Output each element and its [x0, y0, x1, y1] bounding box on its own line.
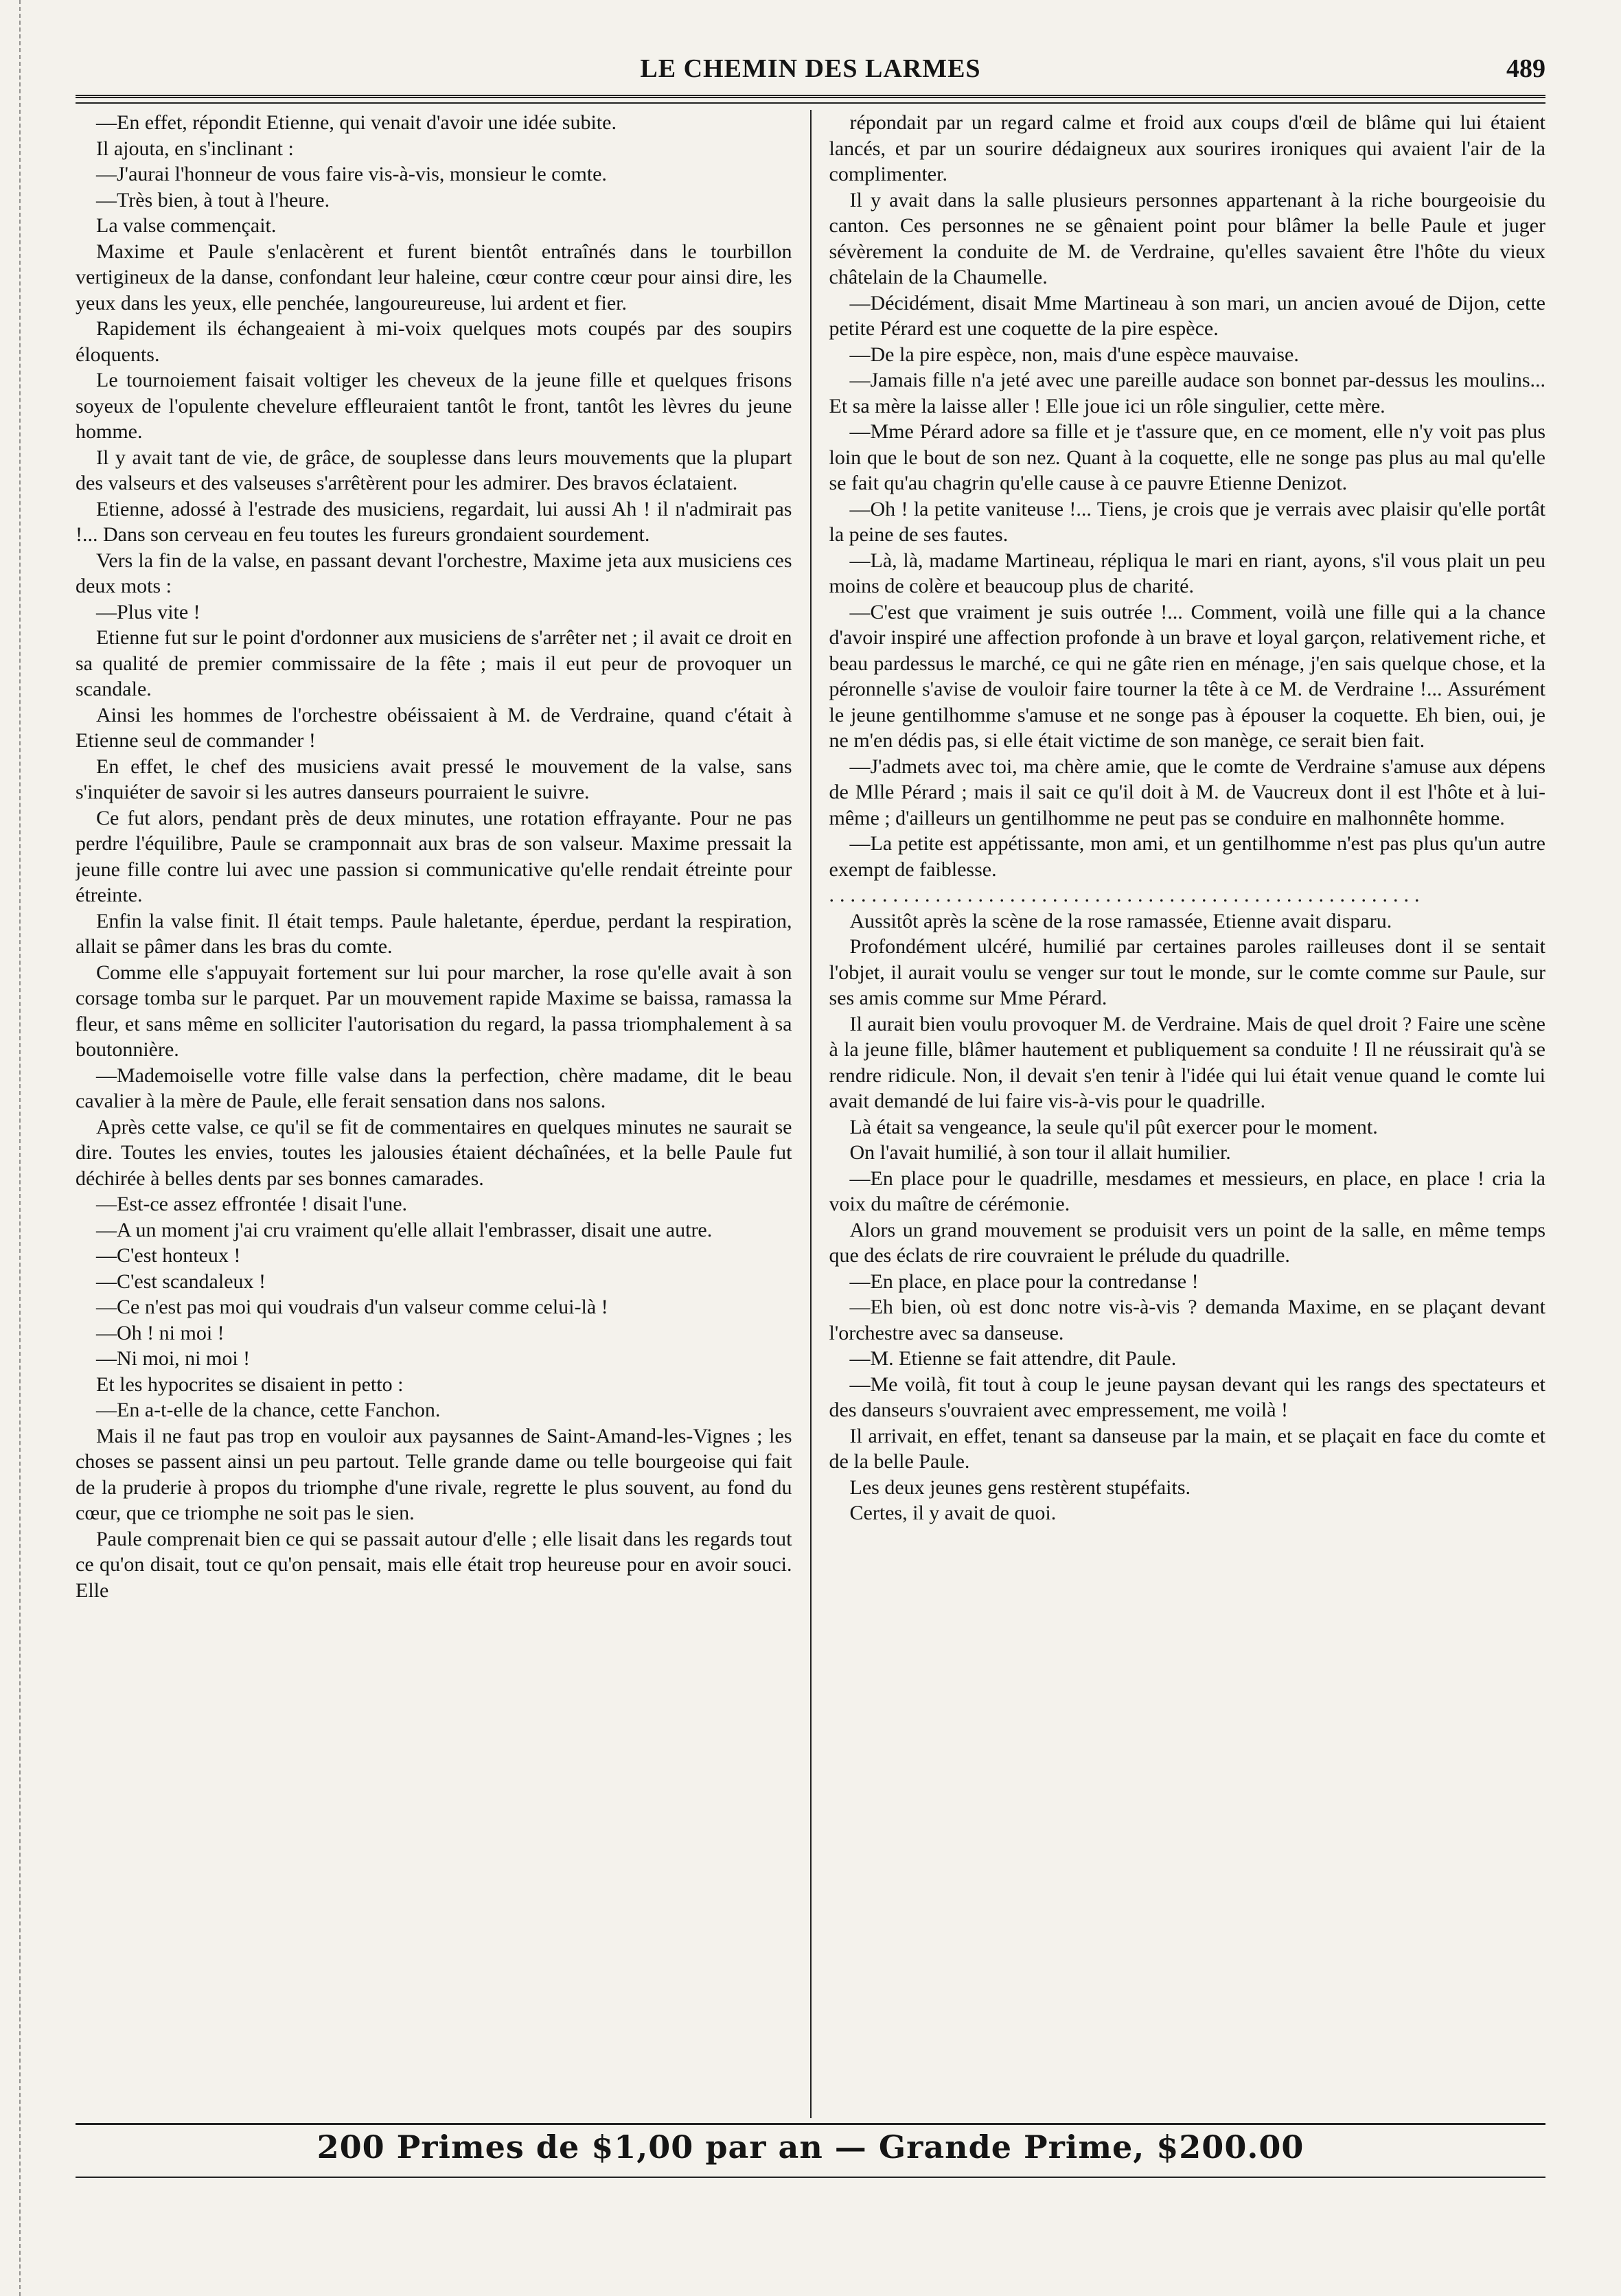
column-divider	[810, 110, 812, 2118]
paragraph: Alors un grand mouvement se produisit vers un point de la salle, en même temps que des éclats de rire couvraient le prélude du quadrille.	[829, 1218, 1545, 1267]
paragraph: Etienne fut sur le point d'ordonner aux musiciens de s'arrêter net ; il avait ce droit en sa qualité de premier commissaire de la fête ; mais il eut peur de provoquer un scandale.	[76, 626, 792, 700]
paragraph: —C'est scandaleux !	[96, 1270, 266, 1293]
paragraph: —C'est que vraiment je suis outrée !... Comment, voilà une fille qui a la chance d'avoir inspiré une affection profonde à un brave et loyal garçon, relativement riche, et beau pardessus le marché, ce qui ne gâte rien en ménage, j'en sais quelque chose, et la péronnelle s'avise de vouloir faire tourner la tête à ce M. de Verdraine !... Assurément le jeune gentilhomme s'amuse et ne songe pas à épouser la coquette. Eh bien, oui, je ne m'en dédis pas, si elle était victime de son manège, ce serait bien fait.	[829, 600, 1545, 752]
paragraph: Maxime et Paule s'enlacèrent et furent bientôt entraînés dans le tourbillon vertigineux de la danse, confondant leur haleine, cœur contre cœur pour ainsi dire, les yeux dans les yeux, elle penchée, langoureureuse, lui ardent et fier.	[76, 240, 792, 314]
paragraph: Etienne, adossé à l'estrade des musiciens, regardait, lui aussi Ah ! il n'admirait pas !... Dans son cerveau en feu toutes les fureurs grondaient sourdement.	[76, 497, 792, 546]
paragraph: Il y avait tant de vie, de grâce, de souplesse dans leurs mouvements que la plupart des valseurs et des valseuses s'arrêtèrent pour les admirer. Des bravos éclataient.	[76, 446, 792, 494]
paragraph: répondait par un regard calme et froid aux coups d'œil de blâme qui lui étaient lancés, et par un sourire dédaigneux aux sourires ironiques qui avaient l'air de la complimenter.	[829, 111, 1545, 185]
paragraph: —Plus vite !	[96, 600, 200, 623]
paragraph: —Oh ! la petite vaniteuse !... Tiens, je crois que je verrais avec plaisir qu'elle portât la peine de ses fautes.	[829, 497, 1545, 546]
paragraph: Enfin la valse finit. Il était temps. Paule haletante, éperdue, perdant la respiration, allait se pâmer dans les bras du comte.	[76, 909, 792, 958]
paragraph: Ce fut alors, pendant près de deux minutes, une rotation effrayante. Pour ne pas perdre l'équilibre, Paule se cramponnait aux bras de son valseur. Maxime pressait la jeune fille contre lui avec une passion si communicative qu'elle rendait étreinte pour étreinte.	[76, 806, 792, 906]
paragraph: Les deux jeunes gens restèrent stupéfaits.	[849, 1476, 1191, 1499]
right-column-part-b	[829, 908, 1546, 1526]
paragraph: Rapidement ils échangeaient à mi-voix quelques mots coupés par des soupirs éloquents.	[76, 317, 792, 366]
paragraph: —J'admets avec toi, ma chère amie, que le comte de Verdraine s'amuse aux dépens de Mlle Pérard ; mais il sait ce qu'il doit à M. de Vaucreux dont il est l'hôte et à lui-même ; d'ailleurs un gentilhomme ne peut pas se conduire en malhonnête homme.	[829, 755, 1545, 829]
page-title: LE CHEMIN DES LARMES	[640, 54, 981, 83]
paragraph: Ainsi les hommes de l'orchestre obéissaient à M. de Verdraine, quand c'était à Etienne seul de commander !	[76, 703, 792, 752]
paragraph: —Décidément, disait Mme Martineau à son mari, un ancien avoué de Dijon, cette petite Pérard est une coquette de la pire espèce.	[829, 291, 1545, 340]
footer-rule-thin	[76, 2177, 1545, 2178]
paragraph: —Me voilà, fit tout à coup le jeune paysan devant qui les rangs des spectateurs et des danseurs s'ouvraient avec empressement, me voilà !	[829, 1373, 1545, 1421]
header-rule	[76, 95, 1545, 98]
paragraph: Profondément ulcéré, humilié par certaines paroles railleuses dont il se sentait l'objet, il aurait voulu se venger sur tout le monde, sur le comte comme sur Paule, sur ses amis comme sur Mme Pérard.	[829, 935, 1545, 1009]
paragraph: Il y avait dans la salle plusieurs personnes appartenant à la riche bourgeoisie du canton. Ces personnes ne se gênaient point pour blâmer la belle Paule et juger sévèrement la conduite de M. de Verdraine, qu'elles savaient être l'hôte du vieux châtelain de la Chaumelle.	[829, 188, 1545, 288]
paragraph: —A un moment j'ai cru vraiment qu'elle allait l'embrasser, disait une autre.	[96, 1218, 713, 1241]
paragraph: Comme elle s'appuyait fortement sur lui pour marcher, la rose qu'elle avait à son corsage tomba sur le parquet. Par un mouvement rapide Maxime se baissa, ramassa la fleur, et sans même en solliciter l'autorisation du regard, la passa triomphalement à sa boutonnière.	[76, 961, 792, 1061]
header-rule-thin	[76, 102, 1545, 104]
paragraph: —Mme Pérard adore sa fille et je t'assure que, en ce moment, elle n'y voit pas plus loin que le bout de son nez. Quant à la coquette, elle ne songe pas plus au mal qu'elle se fait qu'au chagrin qu'elle cause à ce pauvre Etienne Denizot.	[829, 420, 1545, 494]
paragraph: —Là, là, madame Martineau, répliqua le mari en riant, ayons, s'il vous plait un peu moins de colère et beaucoup plus de charité.	[829, 549, 1545, 597]
paragraph: —M. Etienne se fait attendre, dit Paule.	[849, 1347, 1177, 1370]
paragraph: —La petite est appétissante, mon ami, et un gentilhomme n'est pas plus qu'un autre exempt de faiblesse.	[829, 832, 1545, 881]
paragraph: Certes, il y avait de quoi.	[849, 1502, 1057, 1524]
footer-banner: 200 Primes de $1,00 par an — Grande Prime, $200.00	[317, 2128, 1304, 2166]
paragraph: Il arrivait, en effet, tenant sa danseuse par la main, et se plaçait en face du comte et de la belle Paule.	[829, 1424, 1545, 1473]
paragraph: —Oh ! ni moi !	[96, 1321, 225, 1344]
paragraph: En effet, le chef des musiciens avait pressé le mouvement de la valse, sans s'inquiéter de savoir si les autres danseurs pourraient le suivre.	[76, 755, 792, 803]
paragraph: Et les hypocrites se disaient in petto :	[96, 1373, 404, 1396]
left-column	[76, 110, 792, 2118]
paragraph: —En effet, répondit Etienne, qui venait d'avoir une idée subite.	[96, 111, 617, 134]
paragraph: —J'aurai l'honneur de vous faire vis-à-vis, monsieur le comte.	[96, 163, 607, 185]
paragraph: Le tournoiement faisait voltiger les cheveux de la jeune fille et quelques frisons soyeux de l'opulente chevelure effleuraient tantôt le front, tantôt les lèvres du jeune homme.	[76, 369, 792, 443]
paragraph: Après cette valse, ce qu'il se fit de commentaires en quelques minutes ne saurait se dire. Toutes les envies, toutes les jalousies étaient déchaînées, et la belle Paule fut déchirée à belles dents par ses bonnes camarades.	[76, 1115, 792, 1190]
section-separator: ........................................................	[829, 884, 1425, 906]
paragraph: —En place, en place pour la contredanse !	[849, 1270, 1199, 1293]
page-number: 489	[1506, 54, 1545, 83]
paragraph: —En a-t-elle de la chance, cette Fanchon.	[96, 1399, 441, 1421]
paragraph: —C'est honteux !	[96, 1244, 241, 1267]
right-column	[829, 110, 1546, 2118]
paragraph: Il aurait bien voulu provoquer M. de Verdraine. Mais de quel droit ? Faire une scène à la jeune fille, blâmer hautement et publiquement sa conduite ! Il ne réussirait qu'à se rendre ridicule. Non, il devait s'en tenir à l'idée qui lui était venue quand le comte lui avait demandé de lui faire vis-à-vis pour le quadrille.	[829, 1012, 1545, 1112]
paragraph: Aussitôt après la scène de la rose ramassée, Etienne avait disparu.	[849, 909, 1392, 932]
paragraph: —En place pour le quadrille, mesdames et messieurs, en place, en place ! cria la voix du maître de cérémonie.	[829, 1167, 1545, 1215]
paragraph: Là était sa vengeance, la seule qu'il pût exercer pour le moment.	[849, 1115, 1378, 1138]
paragraph: On l'avait humilié, à son tour il allait humilier.	[849, 1141, 1231, 1164]
paragraph: Paule comprenait bien ce qui se passait autour d'elle ; elle lisait dans les regards tout ce qu'on disait, tout ce qu'on pensait, mais elle était trop heureuse pour en avoir souci. Elle	[76, 1527, 792, 1602]
paragraph: —Mademoiselle votre fille valse dans la perfection, chère madame, dit le beau cavalier à la mère de Paule, elle ferait sensation dans nos salons.	[76, 1064, 792, 1112]
paragraph: —De la pire espèce, non, mais d'une espèce mauvaise.	[849, 343, 1299, 366]
right-column-part-a	[829, 110, 1546, 882]
paragraph: Vers la fin de la valse, en passant devant l'orchestre, Maxime jeta aux musiciens ces deux mots :	[76, 549, 792, 597]
binding-margin-line	[19, 0, 22, 2296]
paragraph: Mais il ne faut pas trop en vouloir aux paysannes de Saint-Amand-les-Vignes ; les choses se passent ainsi un peu partout. Telle grande dame ou telle bourgeoise qui fait de la pruderie à propos du triomphe d'une rivale, regrette le plus souvent, au fond du cœur, que ce triomphe ne soit pas le sien.	[76, 1424, 792, 1524]
paragraph: La valse commençait.	[96, 214, 277, 237]
paragraph: —Jamais fille n'a jeté avec une pareille audace son bonnet par-dessus les moulins... Et sa mère la laisse aller ! Elle joue ici un rôle singulier, cette mère.	[829, 369, 1545, 417]
paragraph: Il ajouta, en s'inclinant :	[96, 137, 294, 160]
paragraph: —Est-ce assez effrontée ! disait l'une.	[96, 1193, 408, 1215]
footer-rule	[76, 2123, 1545, 2125]
text-columns	[76, 110, 1545, 2118]
page-header	[76, 54, 1545, 92]
paragraph: —Ce n'est pas moi qui voudrais d'un valseur comme celui-là !	[96, 1296, 608, 1318]
paragraph: —Eh bien, où est donc notre vis-à-vis ? demanda Maxime, en se plaçant devant l'orchestre avec sa danseuse.	[829, 1296, 1545, 1344]
paragraph: —Très bien, à tout à l'heure.	[96, 188, 330, 211]
paragraph: —Ni moi, ni moi !	[96, 1347, 251, 1370]
